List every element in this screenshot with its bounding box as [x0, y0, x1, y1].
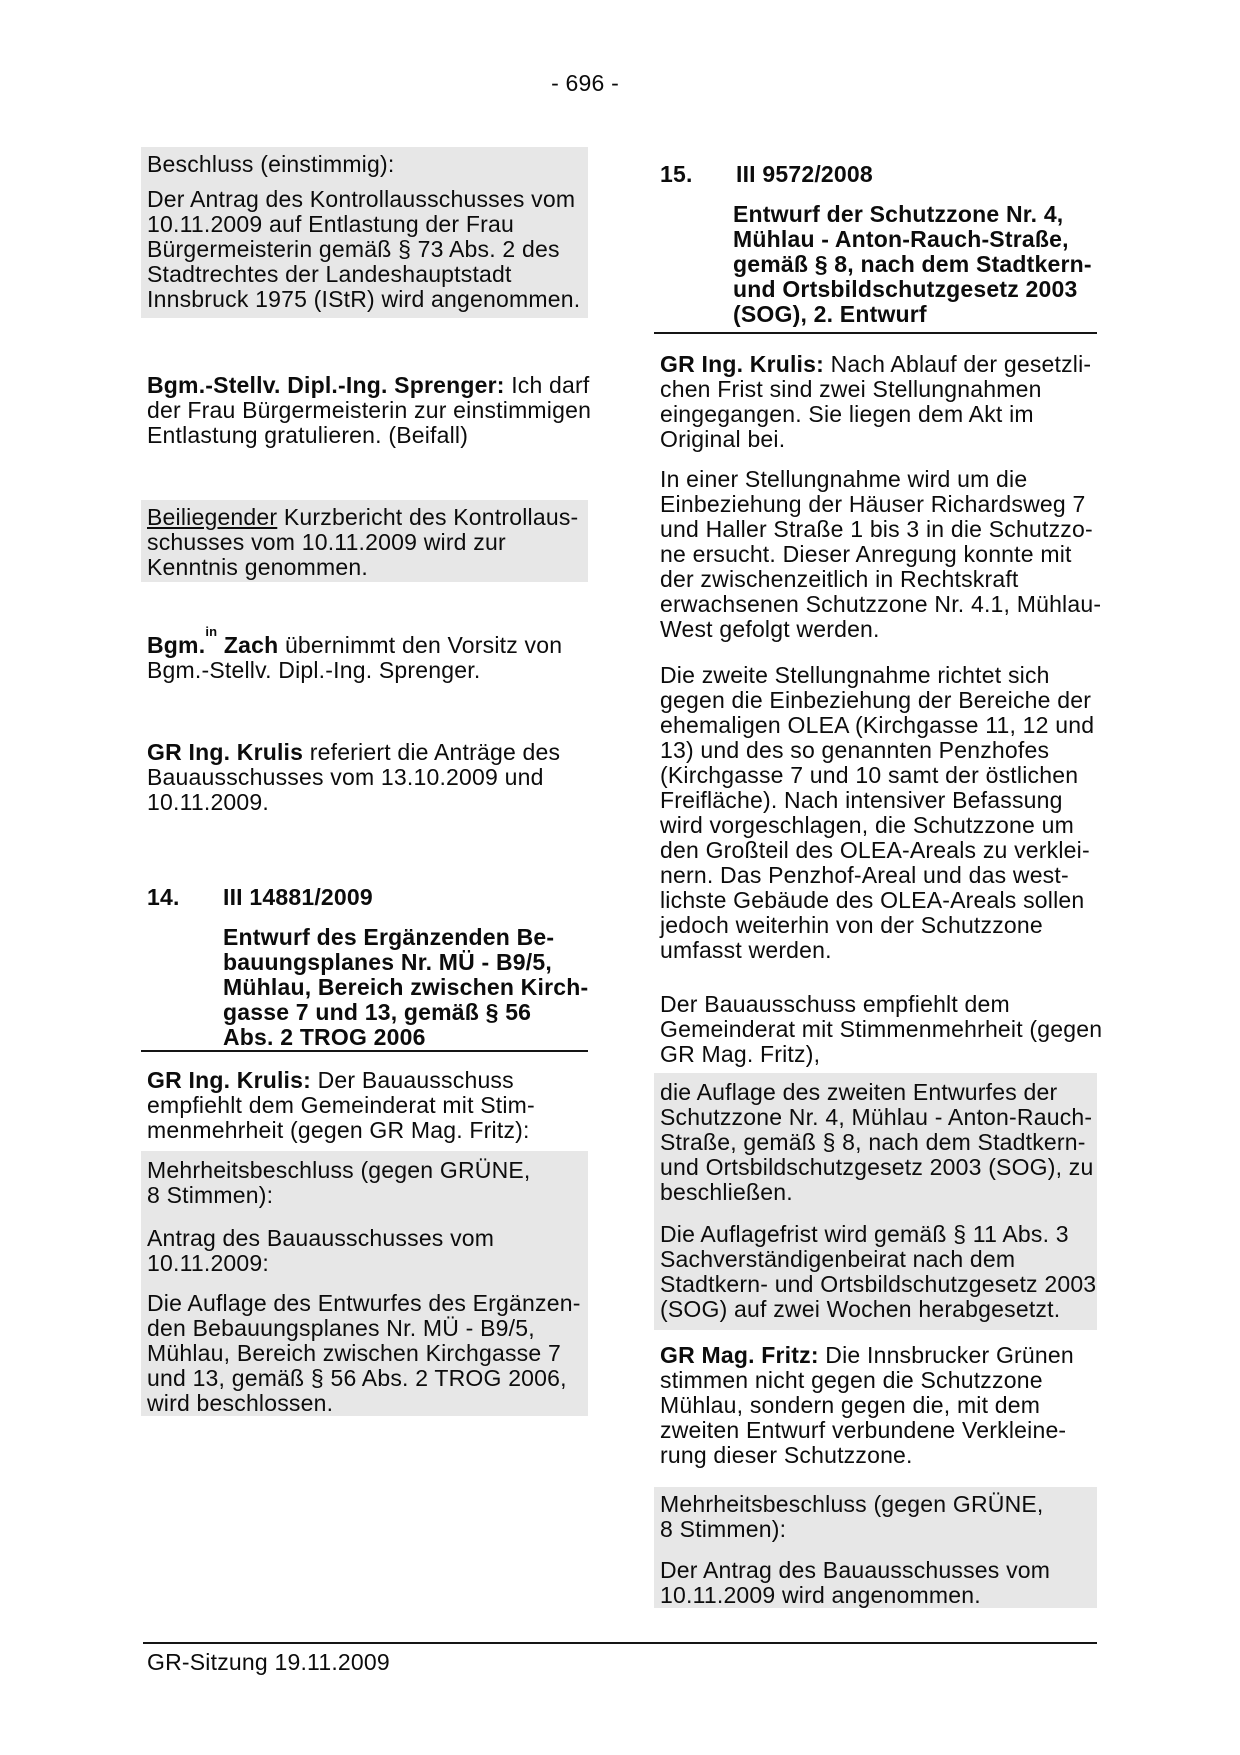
paragraph-statement-2: [654, 663, 1097, 963]
text-line: gemäß § 8, nach dem Stadtkern-: [733, 251, 1092, 277]
note-text: übernimmt den Vorsitz von: [284, 632, 563, 658]
note-body: [147, 530, 588, 580]
text-line: (SOG), 2. Entwurf: [733, 301, 927, 327]
decision-highlight-box: [141, 147, 588, 318]
speaker-name: Bgm.$^{in}$ Zach: [147, 624, 279, 658]
text-line: Die Auflage des Entwurfes des Ergänzen-: [147, 1290, 581, 1316]
agenda-item-15-header: [654, 162, 1097, 187]
text-line: Die zweite Stellungnahme richtet sich: [660, 662, 1050, 688]
speech-sprenger: [141, 372, 592, 448]
speech-text: Nach Ablauf der gesetzli-: [830, 351, 1092, 377]
text-line: Abs. 2 TROG 2006: [223, 1024, 426, 1050]
text-line: Mühlau - Anton-Rauch-Straße,: [733, 226, 1069, 252]
text-line: (Kirchgasse 7 und 10 samt der östlichen: [660, 762, 1079, 788]
decision-heading: Beschluss (einstimmig):: [147, 151, 395, 177]
text-line: In einer Stellungnahme wird um die: [660, 466, 1028, 492]
text-line: Der Antrag des Kontrollausschusses vom: [147, 186, 576, 212]
text-line: Kenntnis genommen.: [147, 554, 368, 580]
text-line: erwachsenen Schutzzone Nr. 4.1, Mühlau-: [660, 591, 1102, 617]
text-line: und Haller Straße 1 bis 3 in die Schutzzo-: [660, 516, 1093, 542]
text-line: [147, 373, 588, 398]
chair-change-note: [141, 624, 588, 683]
text-line: [147, 624, 588, 658]
text-line: [147, 1068, 588, 1093]
text-line: [660, 352, 1097, 377]
speaker-name: GR Ing. Krulis:: [660, 351, 824, 377]
text-line: Der Bauausschuss empfiehlt dem: [660, 991, 1010, 1017]
paragraph: [147, 1291, 588, 1416]
text-line: Schutzzone Nr. 4, Mühlau - Anton-Rauch-: [660, 1104, 1093, 1130]
agenda-item-reference: III 9572/2008: [736, 161, 873, 187]
text-line: GR Mag. Fritz),: [660, 1041, 821, 1067]
text-line: die Auflage des zweiten Entwurfes der: [660, 1079, 1058, 1105]
text-line: ehemaligen OLEA (Kirchgasse 11, 12 und: [660, 712, 1095, 738]
paragraph: [660, 1080, 1097, 1205]
agenda-item-reference: III 14881/2009: [223, 884, 373, 910]
text-line: empfiehlt dem Gemeinderat mit Stim-: [147, 1092, 535, 1118]
text-line: 8 Stimmen):: [660, 1516, 787, 1542]
text-line: den Großteil des OLEA-Areals zu verklei-: [660, 837, 1090, 863]
paragraph: [147, 1158, 588, 1208]
text-line: West gefolgt werden.: [660, 616, 880, 642]
speech-krulis-item14: [141, 1068, 588, 1143]
right-column: [654, 161, 1103, 1608]
note-highlight-box: [141, 500, 588, 582]
speech-body: [660, 1368, 1097, 1468]
text-line: Original bei.: [660, 426, 786, 452]
text-line: Entwurf der Schutzzone Nr. 4,: [733, 201, 1064, 227]
paragraph: [660, 1558, 1097, 1608]
text-line: [147, 740, 588, 765]
text-line: wird vorgeschlagen, die Schutzzone um: [660, 812, 1074, 838]
text-line: 10.11.2009 auf Entlastung der Frau: [147, 211, 514, 237]
text-line: jedoch weiterhin von der Schutzzone: [660, 912, 1043, 938]
text-line: Mehrheitsbeschluss (gegen GRÜNE,: [147, 1157, 531, 1183]
text-line: Mühlau, Bereich zwischen Kirch-: [223, 974, 589, 1000]
text-line: gegen die Einbeziehung der Bereiche der: [660, 687, 1092, 713]
text-line: Innsbruck 1975 (IStR) wird angenommen.: [147, 286, 581, 312]
text-line: den Bebauungsplanes Nr. MÜ - B9/5,: [147, 1315, 535, 1341]
text-line: umfasst werden.: [660, 937, 832, 963]
text-line: Entwurf des Ergänzenden Be-: [223, 924, 555, 950]
left-column: [141, 147, 592, 1416]
text-line: Bauausschusses vom 13.10.2009 und: [147, 764, 544, 790]
text-line: (SOG) auf zwei Wochen herabgesetzt.: [660, 1296, 1061, 1322]
text-line: 10.11.2009:: [147, 1250, 269, 1276]
text-line: und Ortsbildschutzgesetz 2003 (SOG), zu: [660, 1154, 1094, 1180]
text-line: wird beschlossen.: [147, 1390, 334, 1416]
text-line: 8 Stimmen):: [147, 1182, 274, 1208]
text-line: und Ortsbildschutzgesetz 2003: [733, 276, 1078, 302]
text-line: schusses vom 10.11.2009 wird zur: [147, 529, 506, 555]
agenda-item-14-title: [223, 925, 588, 1050]
text-line: Einbeziehung der Häuser Richardsweg 7: [660, 491, 1086, 517]
text-line: bauungsplanes Nr. MÜ - B9/5,: [223, 949, 552, 975]
text-line: [147, 505, 588, 530]
text-line: der Frau Bürgermeisterin zur einstimmigen: [147, 397, 592, 423]
text-line: eingegangen. Sie liegen dem Akt im: [660, 401, 1034, 427]
speech-body: [660, 377, 1097, 452]
text-line: Bürgermeisterin gemäß § 73 Abs. 2 des: [147, 236, 560, 262]
speaker-name: GR Ing. Krulis: [147, 739, 304, 765]
text-line: Mehrheitsbeschluss (gegen GRÜNE,: [660, 1491, 1044, 1517]
speech-text: Ich darf: [511, 372, 590, 398]
text-line: Stadtrechtes der Landeshauptstadt: [147, 261, 512, 287]
text-line: chen Frist sind zwei Stellungnahmen: [660, 376, 1042, 402]
text-line: Der Antrag des Bauausschusses vom: [660, 1557, 1051, 1583]
speaker-name: GR Mag. Fritz:: [660, 1342, 819, 1368]
underlined-word: Beiliegender: [147, 504, 278, 530]
paragraph: [660, 1492, 1097, 1542]
speech-body: [147, 397, 592, 448]
note-text: referiert die Anträge des: [309, 739, 561, 765]
text-line: der zwischenzeitlich in Rechtskraft: [660, 566, 1019, 592]
paragraph-recommendation: [654, 991, 1103, 1067]
text-line: Straße, gemäß § 8, nach dem Stadtkern-: [660, 1129, 1086, 1155]
decision-highlight-box: [141, 1151, 588, 1416]
agenda-item-number: 14.: [147, 884, 180, 910]
text-line: rung dieser Schutzzone.: [660, 1442, 913, 1468]
footer-session-label: GR-Sitzung 19.11.2009: [147, 1649, 390, 1675]
text-line: lichste Gebäude des OLEA-Areals sollen: [660, 887, 1085, 913]
note-text: Kurzbericht des Kontrollaus-: [283, 504, 579, 530]
text-line: Gemeinderat mit Stimmenmehrheit (gegen: [660, 1016, 1103, 1042]
paragraph-statement-1: [654, 466, 1102, 642]
text-line: 10.11.2009.: [147, 789, 269, 815]
page-number: - 696 -: [551, 70, 619, 96]
text-line: Freifläche). Nach intensiver Befassung: [660, 787, 1063, 813]
text-line: zweiten Entwurf verbundene Verkleine-: [660, 1417, 1067, 1443]
text-line: 13) und des so genannten Penzhofes: [660, 737, 1050, 763]
paragraph: [660, 1222, 1097, 1322]
speaker-name: GR Ing. Krulis:: [147, 1067, 311, 1093]
rapporteur-note: [141, 740, 588, 815]
note-body: [147, 765, 588, 815]
text-line: Bgm.-Stellv. Dipl.-Ing. Sprenger.: [147, 657, 481, 683]
text-line: menmehrheit (gegen GR Mag. Fritz):: [147, 1117, 530, 1143]
text-line: Antrag des Bauausschusses vom: [147, 1225, 495, 1251]
speech-text: Der Bauausschuss: [317, 1067, 514, 1093]
text-line: Mühlau, Bereich zwischen Kirchgasse 7: [147, 1340, 561, 1366]
agenda-item-15-title: [733, 202, 1097, 327]
separator-rule: [141, 1050, 588, 1052]
text-line: Stadtkern- und Ortsbildschutzgesetz 2003: [660, 1271, 1097, 1297]
speech-krulis-item15: [654, 352, 1097, 452]
note-body: [147, 658, 588, 683]
text-line: [660, 1343, 1097, 1368]
text-line: stimmen nicht gegen die Schutzzone: [660, 1367, 1043, 1393]
decision-highlight-box: [654, 1073, 1097, 1330]
text-line: Mühlau, sondern gegen die, mit dem: [660, 1392, 1041, 1418]
text-line: nern. Das Penzhof-Areal und das west-: [660, 862, 1069, 888]
footer-rule: [143, 1642, 1097, 1644]
speech-body: [147, 1093, 588, 1143]
text-line: 10.11.2009 wird angenommen.: [660, 1582, 981, 1608]
paragraph: [147, 1226, 588, 1276]
speech-text: Die Innsbrucker Grünen: [825, 1342, 1074, 1368]
superscript-suffix: in: [205, 624, 218, 640]
paragraph: [147, 187, 588, 312]
separator-rule: [654, 332, 1097, 334]
speech-fritz: [654, 1343, 1097, 1468]
text-line: gasse 7 und 13, gemäß § 56: [223, 999, 532, 1025]
agenda-item-14-header: [141, 885, 588, 910]
text-line: beschließen.: [660, 1179, 793, 1205]
text-line: Die Auflagefrist wird gemäß § 11 Abs. 3: [660, 1221, 1069, 1247]
text-line: ne ersucht. Dieser Anregung konnte mit: [660, 541, 1072, 567]
speaker-name: Bgm.-Stellv. Dipl.-Ing. Sprenger:: [147, 372, 505, 398]
text-line: Sachverständigenbeirat nach dem: [660, 1246, 1016, 1272]
agenda-item-number: 15.: [660, 161, 693, 187]
text-line: und 13, gemäß § 56 Abs. 2 TROG 2006,: [147, 1365, 567, 1391]
text-line: Entlastung gratulieren. (Beifall): [147, 422, 469, 448]
decision-highlight-box: [654, 1487, 1097, 1608]
